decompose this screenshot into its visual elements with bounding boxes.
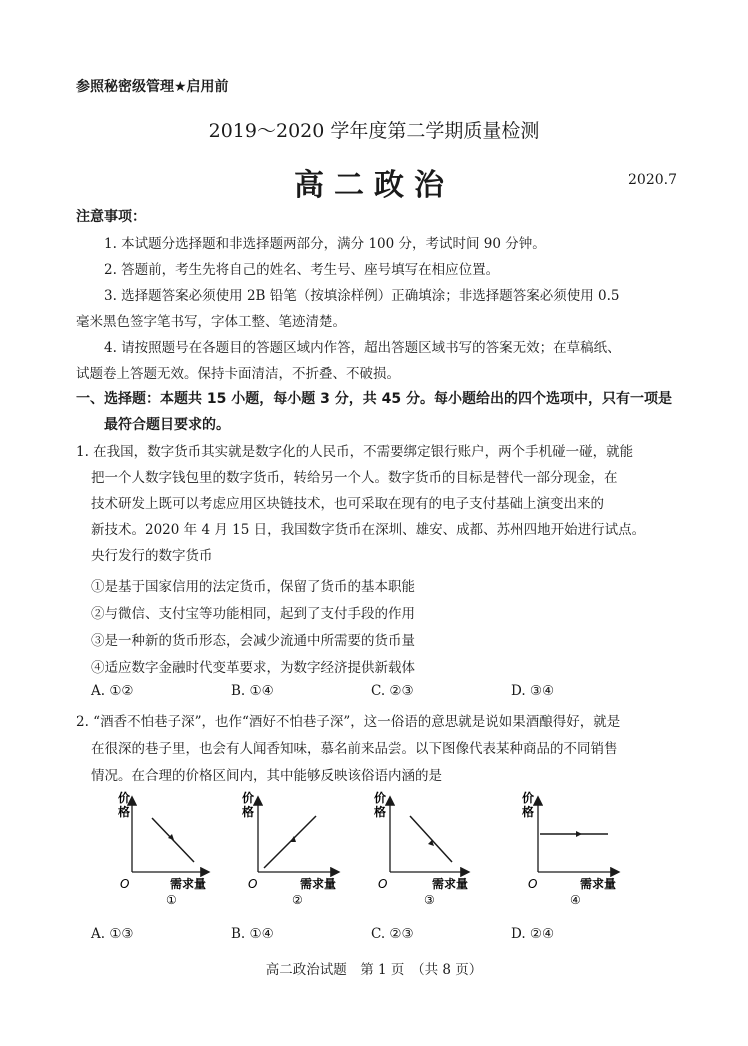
graph-4-ylabel-a: 价 — [522, 791, 535, 805]
graph-3 — [368, 788, 478, 912]
graph-3-ylabel-b: 格 — [374, 805, 387, 819]
exam-date: 2020.7 — [628, 172, 677, 188]
graph-4-curve-arrow — [576, 831, 582, 837]
q2-stem-line-3: 情况。在合理的价格区间内，其中能够反映该俗语内涵的是 — [91, 768, 442, 784]
page-footer: 高二政治试题 第 1 页 （共 8 页） — [265, 962, 483, 978]
q1-stem-line-3: 技术研发上既可以考虑应用区块链技术，也可采取在现有的电子支付基础上演变出来的 — [91, 496, 604, 512]
q1-stem-line-4: 新技术。2020 年 4 月 15 日，我国数字货币在深圳、雄安、成都、苏州四地开始进行试点。 — [91, 522, 646, 538]
section-heading-cont: 最符合题目要求的。 — [104, 417, 230, 433]
q2-option-a: A. ①③ — [91, 926, 134, 942]
graph-1-ylabel-b: 格 — [118, 805, 131, 819]
graph-1-origin: O — [120, 877, 130, 891]
graph-1-curve — [152, 818, 194, 862]
subject-title: 高二政治 — [294, 168, 454, 203]
graph-1-ylabel-a: 价 — [118, 791, 131, 805]
q2-option-b: B. ①④ — [231, 926, 274, 942]
q2-option-c: C. ②③ — [371, 926, 414, 942]
graph-4-xlabel: 需求量 — [580, 877, 617, 891]
notice-heading: 注意事项： — [76, 209, 146, 225]
graph-1-xlabel: 需求量 — [170, 877, 207, 891]
q1-stem-line-1: 1. 在我国，数字货币其实就是数字化的人民币，不需要绑定银行账户，两个手机碰一碰，就能 — [76, 444, 634, 460]
q1-option-a: A. ①② — [91, 683, 134, 699]
graph-1 — [108, 788, 218, 912]
notice-line-3-cont: 毫米黑色签字笔书写，字体工整、笔迹清楚。 — [76, 314, 346, 330]
q1-statement-1: ①是基于国家信用的法定货币，保留了货币的基本职能 — [91, 579, 415, 595]
graph-3-origin: O — [378, 877, 388, 891]
graph-4-ylabel-b: 格 — [522, 805, 535, 819]
notice-line-1: 1. 本试题分选择题和非选择题两部分，满分 100 分，考试时间 90 分钟。 — [104, 236, 546, 252]
notice-line-4: 4. 请按照题号在各题目的答题区域内作答，超出答题区域书写的答案无效；在草稿纸、 — [104, 340, 621, 356]
graph-2-origin: O — [248, 877, 258, 891]
graph-4-origin: O — [528, 877, 538, 891]
q1-option-c: C. ②③ — [371, 683, 414, 699]
secret-level-label: 参照秘密级管理★启用前 — [76, 79, 229, 95]
graph-3-number: ③ — [424, 893, 435, 907]
q2-stem-line-1: 2. “酒香不怕巷子深”，也作“酒好不怕巷子深”，这一俗语的意思就是说如果酒酿得好，就是 — [76, 714, 621, 730]
q1-option-d: D. ③④ — [511, 683, 555, 699]
q1-stem-line-5: 央行发行的数字货币 — [91, 548, 213, 564]
q1-stem-line-2: 把一个人数字钱包里的数字货币，转给另一个人。数字货币的目标是替代一部分现金，在 — [91, 470, 618, 486]
graph-3-curve — [410, 816, 452, 862]
notice-line-3: 3. 选择题答案必须使用 2B 铅笔（按填涂样例）正确填涂；非选择题答案必须使用 0.5 — [104, 288, 620, 304]
graph-2-number: ② — [292, 893, 303, 907]
q2-option-d: D. ②④ — [511, 926, 555, 942]
section-heading: 一、选择题：本题共 15 小题，每小题 3 分，共 45 分。每小题给出的四个选项中，只有一项是 — [76, 391, 672, 407]
graph-1-number: ① — [166, 893, 177, 907]
q1-option-b: B. ①④ — [231, 683, 274, 699]
q2-stem-line-2: 在很深的巷子里，也会有人闻香知味，慕名前来品尝。以下图像代表某种商品的不同销售 — [91, 741, 618, 757]
graph-2 — [238, 788, 348, 912]
graph-2-ylabel-a: 价 — [242, 791, 255, 805]
notice-line-2: 2. 答题前，考生先将自己的姓名、考生号、座号填写在相应位置。 — [104, 262, 500, 278]
graph-3-xlabel: 需求量 — [432, 877, 469, 891]
graph-2-xlabel: 需求量 — [300, 877, 337, 891]
exam-title: 2019～2020 学年度第二学期质量检测 — [208, 120, 540, 142]
q1-statement-3: ③是一种新的货币形态，会减少流通中所需要的货币量 — [91, 633, 415, 649]
graph-4-number: ④ — [570, 893, 581, 907]
graph-2-ylabel-b: 格 — [242, 805, 255, 819]
q1-statement-2: ②与微信、支付宝等功能相同，起到了支付手段的作用 — [91, 606, 415, 622]
q1-statement-4: ④适应数字金融时代变革要求，为数字经济提供新载体 — [91, 660, 415, 676]
graph-3-ylabel-a: 价 — [374, 791, 387, 805]
notice-line-4-cont: 试题卷上答题无效。保持卡面清洁，不折叠、不破损。 — [76, 366, 400, 382]
graph-4 — [514, 788, 624, 912]
